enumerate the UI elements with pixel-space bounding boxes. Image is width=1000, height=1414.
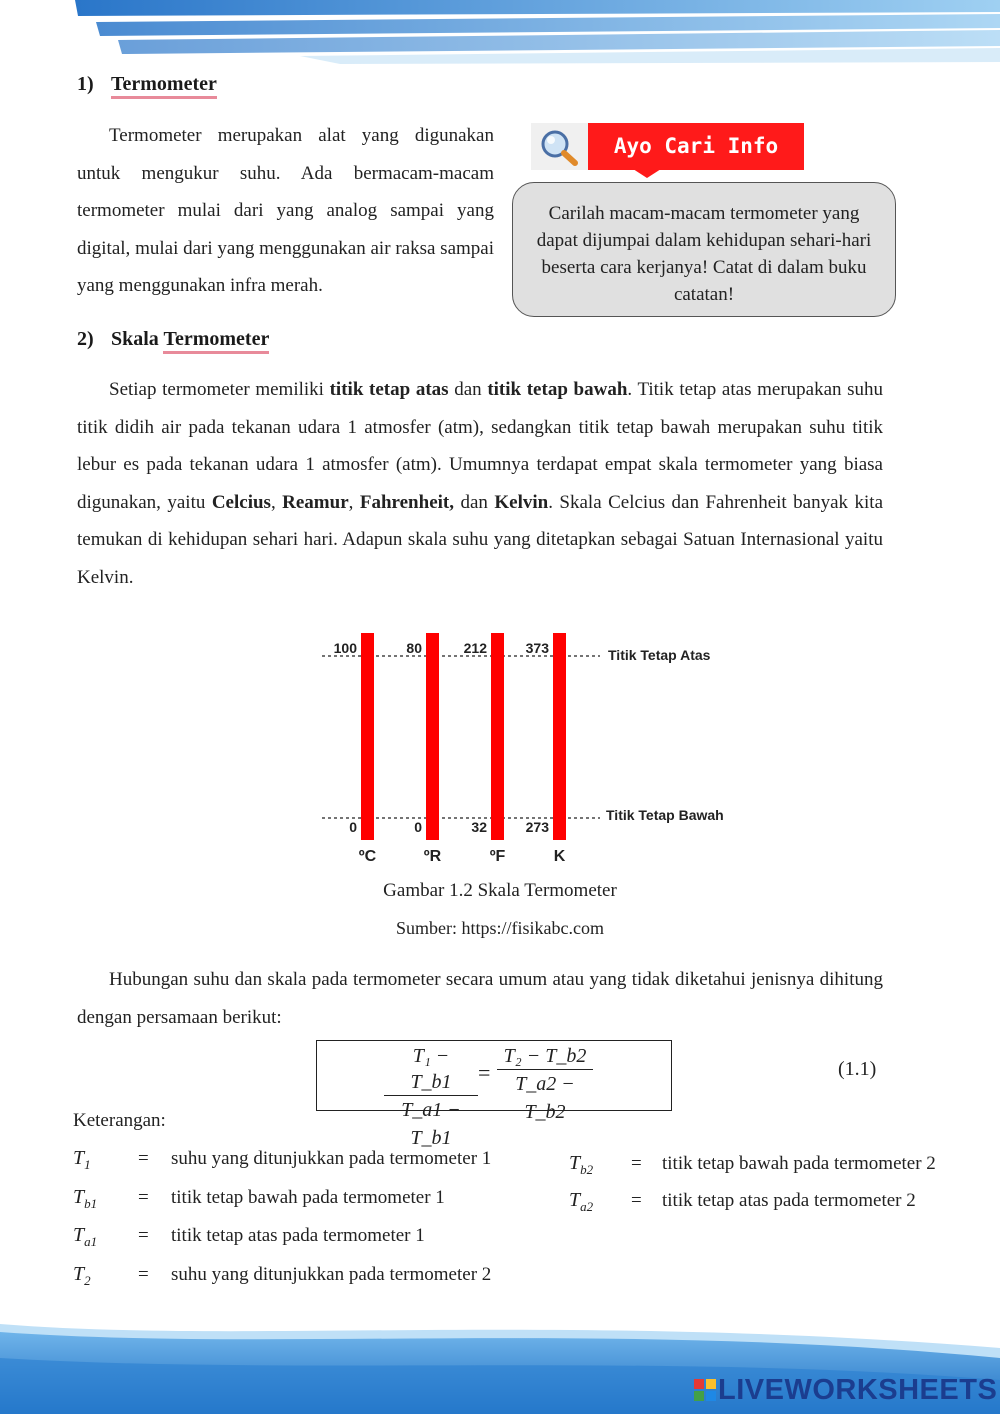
info-icon-container — [531, 123, 588, 170]
symbol-base: T — [73, 1262, 85, 1285]
term-reamur: Reamur — [282, 491, 349, 513]
section-2-title-underlined: Termometer — [163, 328, 269, 354]
symbol-subscript: a1 — [84, 1234, 98, 1249]
symbol-subscript: 2 — [84, 1272, 91, 1288]
term-titik-tetap-atas: titik tetap atas — [329, 379, 449, 400]
definition-description: suhu yang ditunjukkan pada termometer 1 — [171, 1148, 492, 1169]
scale-bar-2 — [426, 633, 439, 840]
symbol-base: T — [73, 1185, 85, 1208]
symbol-base: T — [569, 1152, 581, 1174]
lower-value-label-3: 32 — [471, 819, 487, 835]
lower-value-label-2: 0 — [414, 819, 422, 835]
symbol-subscript: b1 — [84, 1195, 98, 1211]
lower-fixed-point-label: Titik Tetap Bawah — [606, 807, 724, 823]
left-fraction — [384, 1043, 478, 1152]
scale-text: . Skala Celcius dan Fahrenheit banyak kita temukan di kehidupan sehari hari. Adapun skala suhu yang ditetapkan sebagai Satuan Internasional yaitu Kelvin. — [77, 491, 884, 588]
symbol-subscript: 1 — [84, 1157, 91, 1172]
symbol-left-3 — [73, 1263, 91, 1289]
lower-value-label-4: 273 — [525, 819, 549, 835]
definition-equals: = — [631, 1153, 642, 1174]
liveworksheets-logo-icon — [694, 1379, 716, 1401]
symbol-right-1 — [569, 1189, 593, 1215]
scale-text: , — [348, 491, 354, 513]
symbol-base: T — [73, 1224, 85, 1246]
scale-paragraph — [77, 371, 883, 597]
scale-text: dan — [460, 491, 488, 513]
left-denominator: T_a1 − T_b1 — [401, 1099, 461, 1149]
right-denominator: T_a2 − T_b2 — [515, 1073, 575, 1123]
term-titik-tetap-bawah: titik tetap bawah — [487, 379, 628, 400]
definition-description: titik tetap atas pada termometer 2 — [662, 1190, 916, 1211]
definition-description: suhu yang ditunjukkan pada termometer 2 — [171, 1263, 492, 1285]
section-2-title-plain: Skala — [111, 328, 159, 350]
symbol-subscript: b2 — [580, 1162, 594, 1177]
intro-paragraph — [77, 117, 494, 305]
definition-equals: = — [138, 1148, 149, 1169]
scale-text: Setiap termometer memiliki — [109, 379, 324, 400]
upper-fixed-point-label: Titik Tetap Atas — [608, 647, 711, 663]
equals-sign: = — [478, 1060, 491, 1085]
figure-caption: Gambar 1.2 Skala Termometer — [383, 880, 617, 901]
definition-equals: = — [138, 1186, 149, 1208]
scale-unit-label-1: ºC — [358, 848, 377, 865]
definition-equals: = — [631, 1190, 642, 1211]
left-numerator: T₁ − T_b1 — [410, 1045, 452, 1093]
upper-value-label-3: 212 — [463, 640, 487, 656]
symbol-base: T — [569, 1189, 581, 1211]
scale-bar-3 — [491, 633, 504, 840]
definition-equals: = — [138, 1263, 149, 1285]
upper-value-label-1: 100 — [333, 640, 357, 656]
symbol-left-0 — [73, 1147, 91, 1173]
symbol-subscript: a2 — [580, 1199, 594, 1214]
section-2-heading — [77, 328, 269, 351]
figure-source: Sumber: https://fisikabc.com — [396, 918, 604, 938]
symbol-right-0 — [569, 1152, 593, 1178]
definition-description: titik tetap atas pada termometer 1 — [171, 1225, 425, 1246]
relation-paragraph — [77, 961, 883, 1036]
scale-unit-label-2: ºR — [423, 848, 442, 865]
keterangan-title: Keterangan: — [73, 1110, 166, 1131]
term-fahrenheit: Fahrenheit, — [359, 491, 454, 513]
liveworksheets-wordmark: LIVEWORKSHEETS — [718, 1373, 998, 1406]
symbol-left-1 — [73, 1186, 97, 1212]
scale-unit-label-4: K — [553, 848, 566, 865]
lower-value-label-1: 0 — [349, 819, 357, 835]
upper-value-label-2: 80 — [406, 640, 422, 656]
section-1-number: 1) — [77, 73, 94, 95]
scale-text: dan — [454, 379, 482, 400]
section-2-number: 2) — [77, 328, 94, 350]
definition-description: titik tetap bawah pada termometer 1 — [171, 1186, 445, 1208]
section-1-heading — [77, 73, 217, 96]
upper-value-label-4: 373 — [525, 640, 549, 656]
intro-paragraph-text: Termometer merupakan alat yang digunakan untuk mengukur suhu. Ada bermacam-macam termometer mulai dari yang analog sampai yang digital, mulai dari yang menggunakan air raksa sampai yang menggunakan infra merah. — [77, 125, 494, 297]
ayo-cari-info-banner: Ayo Cari Info — [588, 123, 804, 170]
top-wave-decoration — [0, 0, 1000, 70]
symbol-left-2 — [73, 1224, 97, 1250]
info-task-box — [512, 182, 896, 317]
right-numerator: T₂ − T_b2 — [503, 1045, 587, 1067]
equation-number: (1.1) — [838, 1058, 877, 1080]
banner-pointer — [633, 169, 661, 178]
liveworksheets-logo — [694, 1374, 997, 1406]
relation-paragraph-text: Hubungan suhu dan skala pada termometer secara umum atau yang tidak diketahui jenisnya dihitung dengan persamaan berikut: — [77, 969, 883, 1028]
term-celcius: Celcius — [211, 491, 271, 513]
magnifier-icon — [531, 123, 588, 170]
scale-bar-4 — [553, 633, 566, 840]
definition-description: titik tetap bawah pada termometer 2 — [662, 1153, 936, 1174]
section-1-title: Termometer — [111, 73, 217, 99]
definition-equals: = — [138, 1225, 149, 1246]
term-kelvin: Kelvin — [494, 491, 549, 513]
formula-box — [316, 1040, 672, 1111]
info-task-text: Carilah macam-macam termometer yang dapat dijumpai dalam kehidupan sehari-hari beserta cara kerjanya! Catat di dalam buku catatan! — [536, 203, 872, 305]
right-fraction — [497, 1043, 593, 1126]
scale-text: , — [270, 491, 276, 513]
scale-unit-label-3: ºF — [489, 848, 506, 865]
symbol-base: T — [73, 1147, 85, 1169]
scale-bar-1 — [361, 633, 374, 840]
scale-text: . Titik tetap atas merupakan suhu titik didih air pada tekanan udara 1 atmosfer (atm), sedangkan titik tetap bawah merupakan suhu titik lebur es pada tekanan udara 1 atmosfer (atm). Umumnya terdapat empat skala termometer yang biasa digunakan, yaitu — [77, 379, 884, 513]
thermometer-scale-chart — [310, 625, 770, 875]
